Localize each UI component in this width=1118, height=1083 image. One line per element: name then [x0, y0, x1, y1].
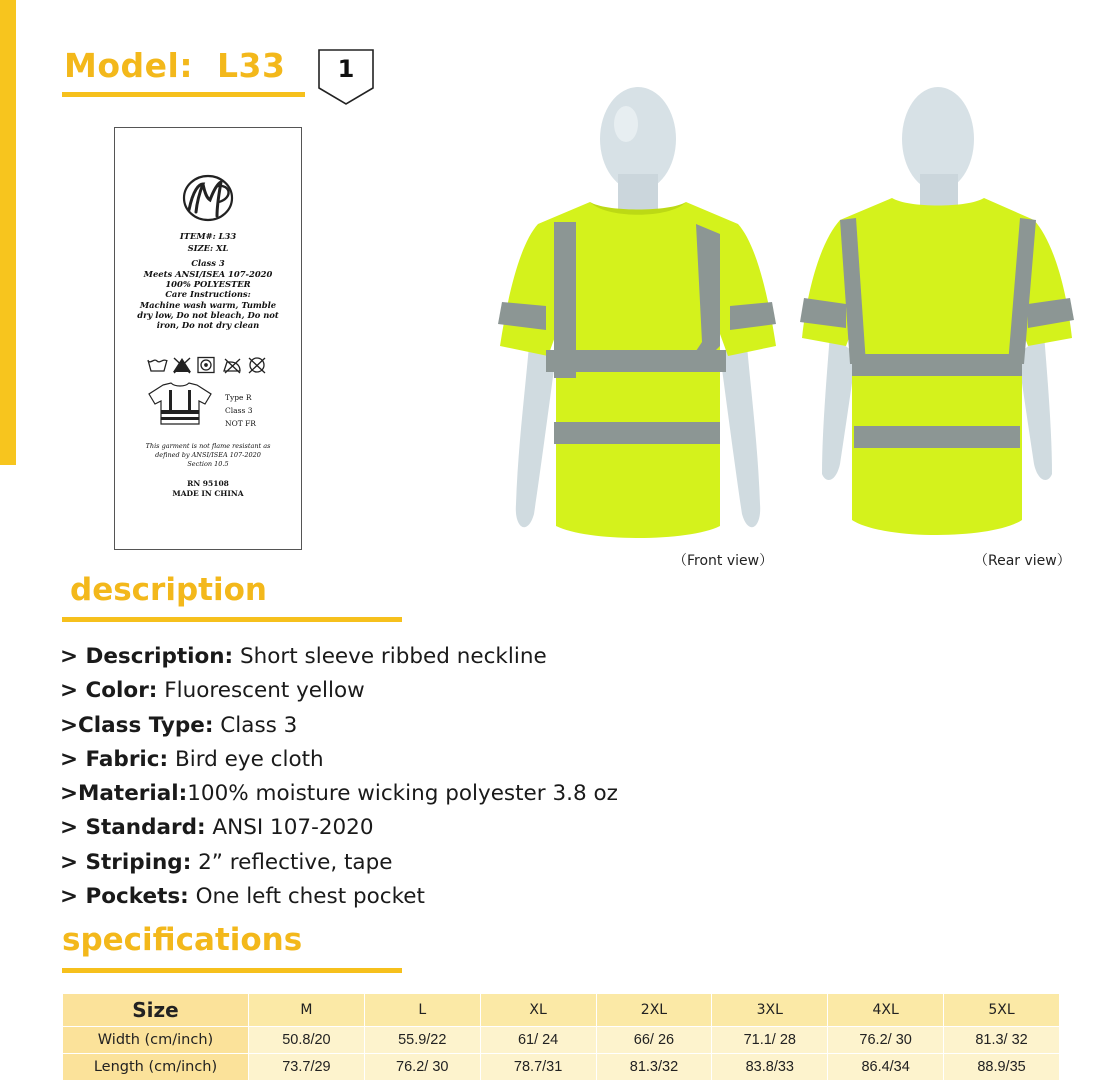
table-cell: 66/ 26	[596, 1027, 712, 1054]
tumble-dry-low-icon	[198, 358, 214, 373]
table-cell: 55.9/22	[364, 1027, 480, 1054]
desc-label: > Color:	[60, 678, 158, 704]
size-column-header: L	[364, 994, 480, 1027]
table-header-row	[63, 994, 1060, 1027]
label-fr-line: defined by ANSI/ISEA 107-2020	[155, 451, 261, 459]
no-dry-clean-icon	[249, 358, 265, 373]
list-item	[60, 743, 618, 777]
desc-value: 2” reflective, tape	[191, 849, 393, 875]
label-fabric: 100% POLYESTER	[165, 279, 251, 289]
table-cell: 83.8/33	[712, 1054, 828, 1081]
table-row	[63, 1027, 1060, 1054]
size-column-header: 5XL	[944, 994, 1060, 1027]
label-care-line: Machine wash warm, Tumble	[139, 300, 277, 310]
table-cell: 71.1/ 28	[712, 1027, 828, 1054]
table-cell: 88.9/35	[944, 1054, 1060, 1081]
table-cell: 81.3/32	[596, 1054, 712, 1081]
table-cell: 73.7/29	[249, 1054, 365, 1081]
desc-value: Bird eye cloth	[168, 746, 324, 772]
list-item	[60, 777, 618, 811]
desc-value: 100% moisture wicking polyester 3.8 oz	[187, 781, 618, 807]
list-item	[60, 811, 618, 845]
care-label	[114, 127, 302, 550]
desc-label: > Standard:	[60, 815, 206, 841]
label-type-line: Type R	[225, 393, 252, 402]
no-bleach-icon	[173, 358, 191, 373]
desc-label: > Description:	[60, 644, 234, 669]
row-label: Width (cm/inch)	[63, 1027, 249, 1054]
front-view-photo	[488, 84, 788, 546]
size-column-header: 3XL	[712, 994, 828, 1027]
table-cell: 81.3/ 32	[944, 1027, 1060, 1054]
desc-label: > Fabric:	[60, 746, 169, 772]
label-type-line: Class 3	[225, 406, 253, 415]
table-row	[63, 1054, 1060, 1081]
table-cell: 76.2/ 30	[364, 1054, 480, 1081]
label-type-block	[225, 391, 256, 430]
label-care-line: iron, Do not dry clean	[156, 320, 260, 330]
label-origin: MADE IN CHINA	[172, 489, 244, 498]
desc-label: >Material:	[60, 781, 188, 807]
size-column-header: 2XL	[596, 994, 712, 1027]
vest-diagram-icon	[145, 382, 215, 426]
label-care-title: Care Instructions:	[165, 289, 251, 299]
model-code: L33	[217, 46, 286, 85]
model-title-underline	[62, 92, 305, 97]
size-chart-table	[62, 993, 1060, 1081]
label-fr-line: Section 10.5	[187, 460, 229, 468]
label-type-line: NOT FR	[225, 419, 256, 428]
specifications-heading: specifications	[62, 922, 303, 958]
care-symbols	[147, 356, 272, 374]
rear-view-photo	[796, 84, 1078, 546]
table-cell: 50.8/20	[249, 1027, 365, 1054]
desc-value: Fluorescent yellow	[157, 678, 365, 704]
page-number-badge	[317, 48, 375, 106]
label-care-line: dry low, Do not bleach, Do not	[137, 310, 279, 320]
size-column-header: 4XL	[828, 994, 944, 1027]
label-item: ITEM#: L33	[179, 231, 237, 241]
no-iron-icon	[224, 359, 240, 373]
list-item	[60, 674, 618, 708]
label-standard: Meets ANSI/ISEA 107-2020	[143, 269, 273, 279]
wash-30-icon	[148, 360, 167, 371]
model-title	[64, 46, 285, 85]
list-item	[60, 640, 618, 674]
row-label: Length (cm/inch)	[63, 1054, 249, 1081]
list-item	[60, 846, 618, 880]
model-prefix: Model:	[64, 46, 194, 85]
specifications-underline	[62, 968, 402, 973]
table-cell: 76.2/ 30	[828, 1027, 944, 1054]
desc-value: Class 3	[213, 712, 298, 738]
rear-view-caption: （Rear view）	[974, 553, 1071, 569]
description-list	[60, 640, 618, 914]
table-cell: 78.7/31	[480, 1054, 596, 1081]
desc-label: > Pockets:	[60, 884, 189, 910]
size-header-cell: Size	[63, 994, 249, 1027]
label-class: Class 3	[191, 258, 225, 268]
label-fr-line: This garment is not flame resistant as	[145, 442, 271, 450]
desc-value: ANSI 107-2020	[205, 815, 374, 841]
desc-value: One left chest pocket	[188, 884, 425, 910]
table-cell: 86.4/34	[828, 1054, 944, 1081]
description-heading: description	[70, 572, 267, 608]
description-underline	[62, 617, 402, 622]
label-size: SIZE: XL	[187, 243, 229, 253]
desc-value: Short sleeve ribbed neckline	[233, 644, 547, 669]
accent-side-bar	[0, 0, 16, 465]
front-view-caption: （Front view）	[673, 553, 774, 569]
desc-label: > Striping:	[60, 849, 192, 875]
table-cell: 61/ 24	[480, 1027, 596, 1054]
list-item	[60, 709, 618, 743]
page-number: 1	[337, 55, 355, 83]
label-rn: RN 95108	[187, 479, 229, 488]
size-column-header: M	[249, 994, 365, 1027]
brand-logo-icon	[179, 172, 237, 224]
desc-label: >Class Type:	[60, 712, 214, 738]
list-item	[60, 880, 618, 914]
size-column-header: XL	[480, 994, 596, 1027]
